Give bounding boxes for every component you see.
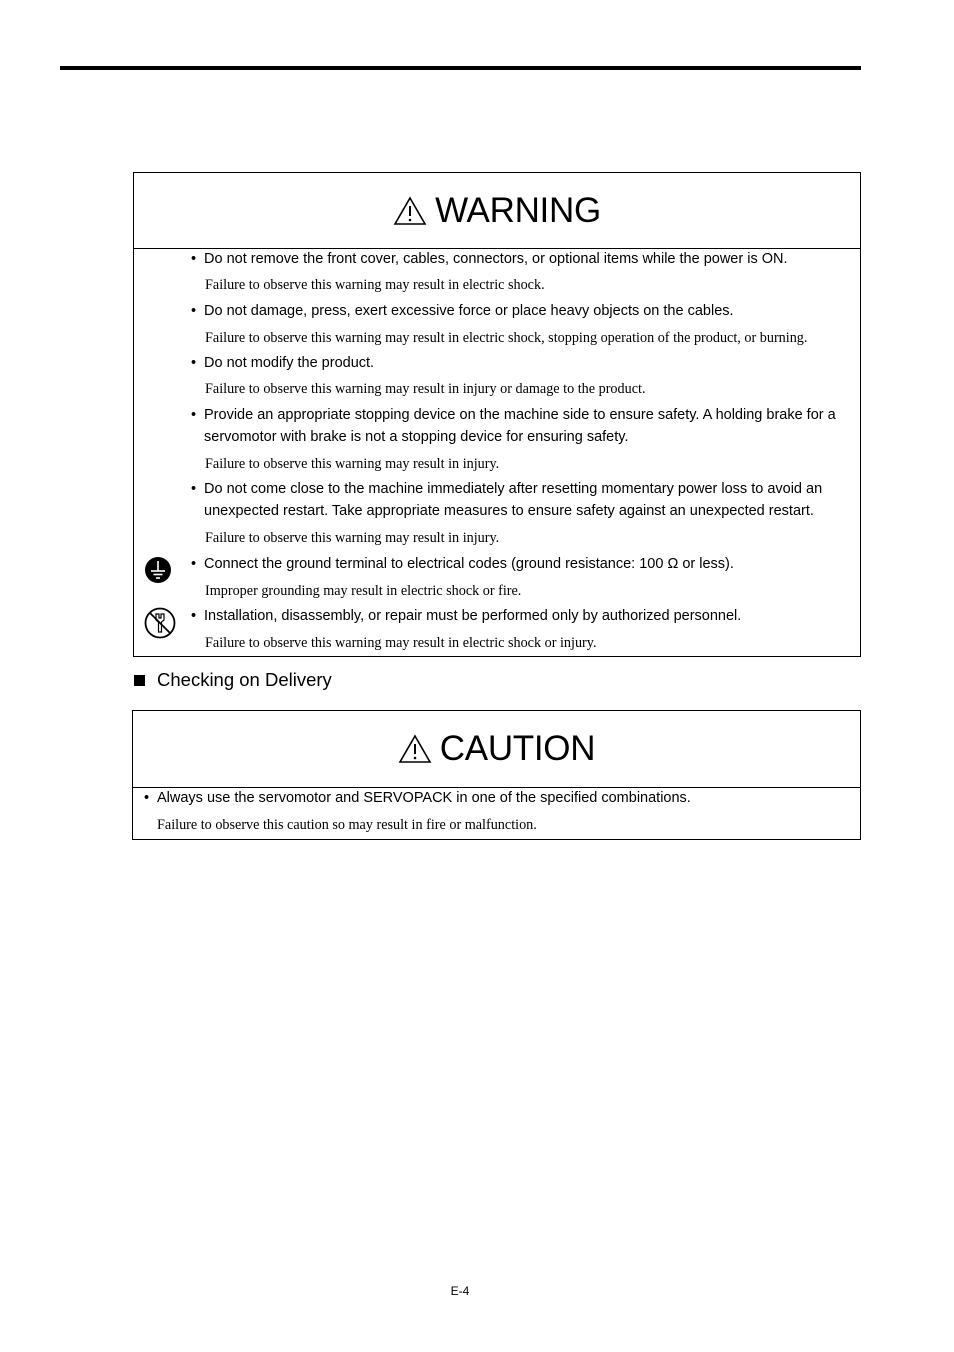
warning-item-note: Failure to observe this warning may result in injury or damage to the product.: [205, 381, 646, 397]
ground-terminal-icon: [144, 556, 172, 584]
warning-triangle-icon: [393, 196, 427, 226]
page-number: E-4: [450, 1284, 470, 1298]
square-bullet-icon: [134, 675, 145, 686]
warning-item-text: Do not come close to the machine immediately after resetting momentary power loss to avoid an unexpected restart. Take appropriate measures to ensure safety against an unexpected restart.: [204, 481, 823, 519]
caution-triangle-icon: [398, 734, 432, 764]
warning-item-text: Do not damage, press, exert excessive force or place heavy objects on the cables.: [204, 303, 734, 319]
warning-title: WARNING: [435, 190, 601, 230]
warning-item-note: Failure to observe this warning may result in electric shock, stopping operation of the product, or burning.: [205, 330, 808, 346]
warning-item-text: Do not remove the front cover, cables, connectors, or optional items while the power is ON.: [204, 251, 788, 267]
warning-item-text: Connect the ground terminal to electrical codes (ground resistance: 100 Ω or less).: [204, 556, 734, 572]
warning-item-note: Failure to observe this warning may result in electric shock or injury.: [205, 635, 597, 651]
caution-header: [133, 711, 860, 788]
warning-item-note: Failure to observe this warning may result in injury.: [205, 456, 500, 472]
warning-header: [134, 173, 860, 249]
caution-box: CAUTION • Always use the servomotor and SERVOPACK in one of the specified combinations. Failure to observe this caution so may result in fire or malfunction.: [132, 710, 861, 840]
warning-item-note: Improper grounding may result in electric shock or fire.: [205, 583, 522, 599]
warning-item-text: Provide an appropriate stopping device on the machine side to ensure safety. A holding brake for a servomotor with brake is not a stopping device for ensuring safety.: [204, 407, 836, 445]
warning-item-note: Failure to observe this warning may result in injury.: [205, 530, 500, 546]
section-heading: [134, 669, 332, 691]
caution-item-note: Failure to observe this caution so may result in fire or malfunction.: [157, 817, 537, 833]
no-disassembly-icon: [144, 607, 176, 639]
caution-title: CAUTION: [439, 729, 596, 768]
header-rule: [60, 66, 861, 70]
warning-item-text: Installation, disassembly, or repair must be performed only by authorized personnel.: [204, 608, 742, 624]
warning-box: WARNING • Do not remove the front cover, cables, connectors, or optional items while the power is ON. Failure to observe this warning may result in electric shock. • Do not damage, press, exert excessive force or place heavy objects on the cables. Failure to observe this warning may result in electric shock, stopping operation of the product, or burning. • Do not modify the product. Failure to observe this warning may result in injury or damage to the product. • Provide an appropriate stopping device on the machine side to ensure safety. A holding brake for a servomotor with brake is not a stopping device for ensuring safety. Failure to observe this warning may result in injury. • Do not come close to the machine immediately after resetting momentary power loss to avoid an unexpected restart. Take appropriate measures to ensure safety against an unexpected restart. Failure to observe this warning may result in injury. • Connect the ground terminal to electrical codes (ground resistance: 100 Ω or less). Improper grounding may result in electric shock or fire. • Installation, disassembly, or repair must be performed only by authorized personnel. Failure to observe this warning may result in electric shock or injury.: [133, 172, 861, 657]
warning-item-note: Failure to observe this warning may result in electric shock.: [205, 277, 545, 293]
section-heading-text: Checking on Delivery: [157, 669, 332, 690]
warning-item-text: Do not modify the product.: [204, 355, 375, 371]
caution-item-text: Always use the servomotor and SERVOPACK in one of the specified combinations.: [157, 790, 691, 806]
